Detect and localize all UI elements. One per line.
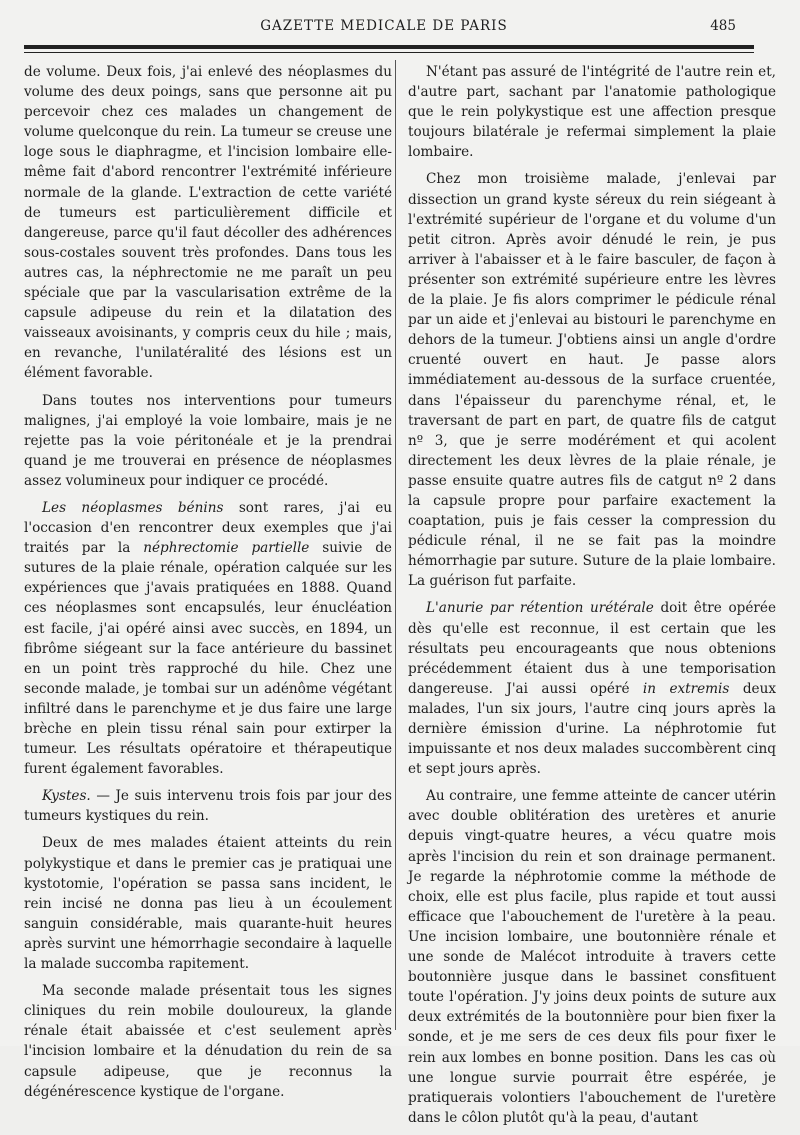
journal-title: GAZETTE MEDICALE DE PARIS <box>260 18 508 34</box>
running-header <box>24 18 744 38</box>
paragraph: Au contraire, une femme atteinte de cancer utérin avec double oblitération des uretères et anurie depuis vingt-quatre heures, a vécu quatre mois après l'incision du rein et son drainage permanent. Je regarde la néphrotomie comme la méthode de choix, elle est plus facile, plus rapide et tout aussi efficace que l'abouchement de l'uretère à la peau. Une incision lombaire, une boutonnière rénale et une sonde de Malécot introduite à travers cette boutonnière jusque dans le bassinet consfituent toute l'opération. J'y joins deux points de suture aux deux extrémités de la boutonnière pour bien fixer la sonde, et je me sers de ces deux fils pour fixer le rein aux lombes en bonne position. Dans les cas où une longue survie pourrait être espérée, je pratiquerais volontiers l'abouchement de l'uretère dans le côlon plutôt qu'à la peau, d'autant <box>408 788 776 1126</box>
italic-term: néphrectomie partielle <box>143 540 310 557</box>
paragraph: Les néoplasmes bénins sont rares, j'ai eu l'occasion d'en rencontrer deux exemples que j'ai traités par la néphrectomie partielle suivie de sutures de la plaie rénale, opération calquée sur les expériences que j'avais pratiquées en 1888. Quand ces néoplasmes sont encapsulés, leur énucléation est facile, j'ai opéré ainsi avec succès, en 1894, un fibrôme siégeant sur la face antérieure du bassinet en un point très rapproché du hile. Chez une seconde malade, je tombai sur un adénôme végétant infiltré dans le parenchyme et je dus faire une large brèche en plein tissu rénal sain pour extirper la tumeur. Les résultats opératoire et thérapeutique furent également favorables. <box>24 499 393 778</box>
italic-term: in extremis <box>642 680 730 697</box>
header-rule-thin <box>24 52 754 53</box>
italic-lead: L'anurie par rétention urétérale <box>426 600 654 617</box>
paragraph: de volume. Deux fois, j'ai enlevé des néoplasmes du volume des deux poings, sans que personne ait pu percevoir chez ces malades un changement de volume quelconque du rein. La tumeur se creuse une loge sous le diaphragme, et l'incision lombaire elle-même fait d'abord rencontrer l'extrémité inférieure normale de la glande. L'extraction de cette variété de tumeurs est particulièrement difficile et dangereuse, parce qu'il faut décoller des adhérences sous-costales souvent très profondes. Dans tous les autres cas, la néphrectomie ne me paraît un peu spéciale que par la vascularisation extrême de la capsule adipeuse du rein et la dilatation des vaisseaux avoisinants, y compris ceux du hile ; mais, en revanche, l'unilatéralité des lésions est un élément favorable. <box>24 64 392 382</box>
paragraph: Deux de mes malades étaient atteints du rein polykystique et dans le premier cas je pratiquai une kystotomie, l'opération se passa sans incident, le rein incisé ne donna pas lieu à un écoulement sanguin considérable, mais quarante-huit heures après survint une hémorrhagie secondaire à laquelle la malade succomba rapitement. <box>24 835 392 973</box>
page-number: 485 <box>710 18 736 34</box>
left-column <box>24 62 392 1109</box>
column-divider <box>395 60 396 1030</box>
italic-lead: Kystes. <box>42 788 91 805</box>
paragraph: Chez mon troisième malade, j'enlevai par dissection un grand kyste séreux du rein siégeant à l'extrémité supérieur de l'organe et du volume d'un petit citron. Après avoir dénudé le rein, je pus arriver à l'abaisser et à le faire basculer, de façon à présenter son extrémité supérieure entre les lèvres de la plaie. Je fis alors comprimer le pédicule rénal par un aide et j'enlevai au bistouri le parenchyme en dehors de la tumeur. J'obtiens ainsi un angle d'ordre cruenté ouvert en haut. Je passe alors immédiatement au-dessous de la surface cruentée, dans l'épaisseur du parenchyme rénal, et, le traversant de part en part, de quatre fils de catgut nº 3, que je serre modérément et qui acolent directement les deux lèvres de la plaie rénale, je passe ensuite quatre autres fils de catgut nº 2 dans la capsule propre pour parfaire exactement la coaptation, puis je fais cesser la compression du pédicule rénal, il ne se fait pas la moindre hémorrhagie par suture. Suture de la plaie lombaire. La guérison fut parfaite. <box>408 171 776 590</box>
right-column <box>408 62 776 1135</box>
header-rule-thick <box>24 45 754 49</box>
paragraph: N'étant pas assuré de l'intégrité de l'autre rein et, d'autre part, sachant par l'anatomie pathologique que le rein polykystique est une affection presque toujours bilatérale je refermai simplement la plaie lombaire. <box>408 64 776 161</box>
paragraph: Dans toutes nos interventions pour tumeurs malignes, j'ai employé la voie lombaire, mais je ne rejette pas la voie péritonéale et je la prendrai quand je me trouverai en présence de néoplasmes assez volumineux pour indiquer ce procédé. <box>24 392 392 489</box>
paragraph: Kystes. — Je suis intervenu trois fois par jour des tumeurs kystiques du rein. <box>24 788 392 825</box>
paragraph: L'anurie par rétention urétérale doit être opérée dès qu'elle est reconnue, il est certain que les résultats peu encourageants que nous obtenions précédemment étaient dus à une temporisation dangereuse. J'ai aussi opéré in extremis deux malades, l'un six jours, l'autre cinq jours après la dernière émission d'urine. La néphrotomie fut impuissante et nos deux malades succombèrent cinq et sept jours après. <box>408 600 776 778</box>
italic-lead: Les néoplasmes bénins <box>42 499 224 516</box>
paragraph: Ma seconde malade présentait tous les signes cliniques du rein mobile douloureux, la glande rénale était abaissée et c'est seulement après l'incision lombaire et la dénudation du rein de sa capsule adipeuse, que je reconnus la dégénérescence kystique de l'organe. <box>24 983 392 1100</box>
